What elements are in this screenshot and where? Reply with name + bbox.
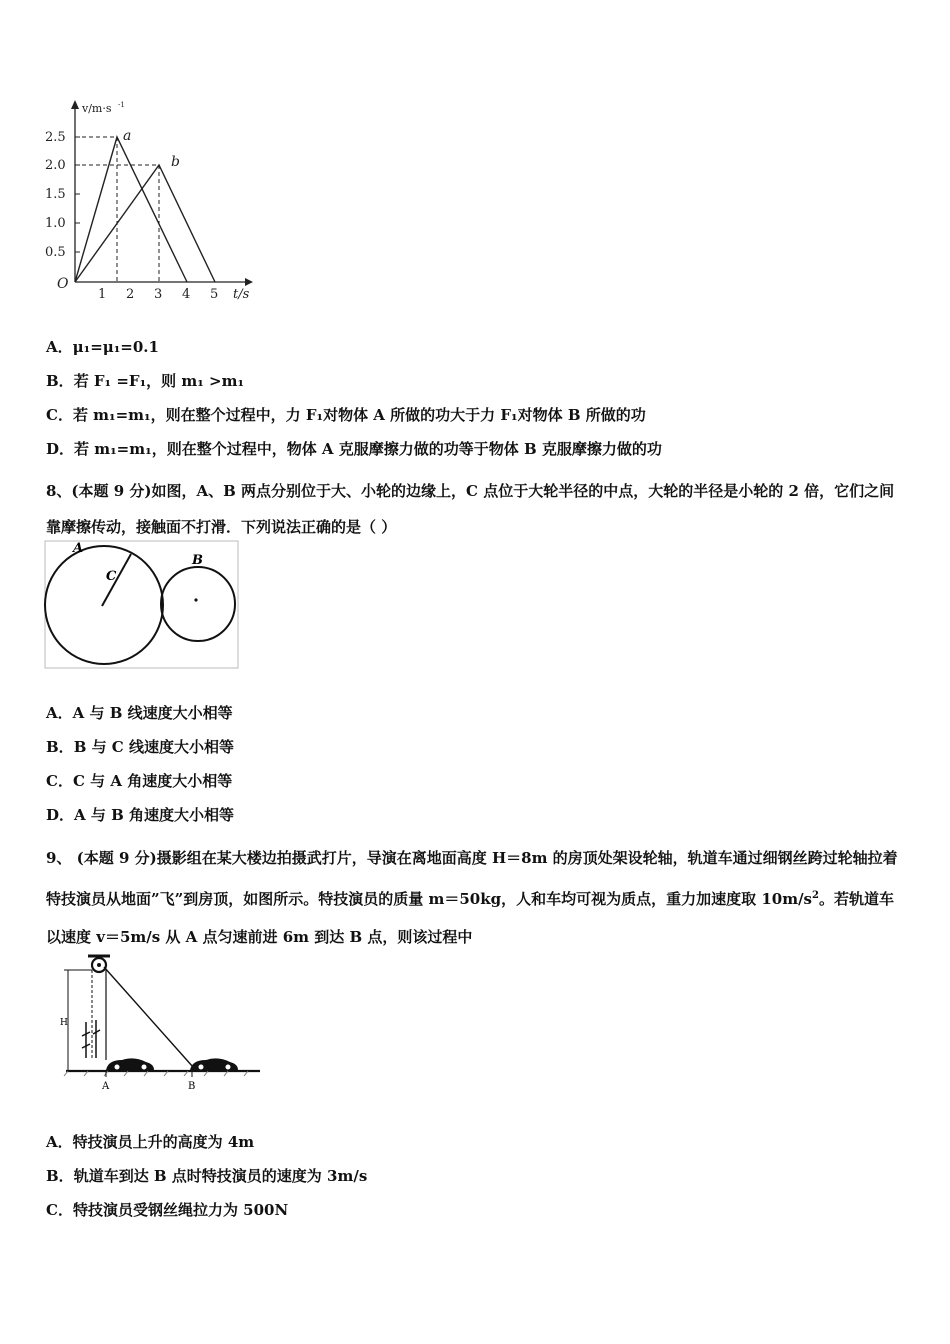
origin-label: O <box>57 276 69 292</box>
y-tick-label: 2.5 <box>45 130 66 145</box>
q9-option-a: A．特技演员上升的高度为 4m <box>46 1133 255 1151</box>
friction-wheels-figure <box>44 540 240 670</box>
x-tick-label: 1 <box>98 287 107 302</box>
q7-option-c: C．若 m₁=m₁，则在整个过程中，力 F₁对物体 A 所做的功大于力 F₁对物体 B 所做的功 <box>46 406 646 424</box>
q9-option-c: C．特技演员受钢丝绳拉力为 500N <box>46 1201 289 1219</box>
q8-option-b: B．B 与 C 线速度大小相等 <box>46 738 234 756</box>
q8-option-d: D．A 与 B 角速度大小相等 <box>46 806 234 824</box>
q8-option-c: C．C 与 A 角速度大小相等 <box>46 772 233 790</box>
q9-stem: 9、 (本题 9 分)摄影组在某大楼边拍摄武打片，导演在离地面高度 H＝8m 的房顶处架设轮轴，轨道车通过细钢丝跨过轮轴拉着特技演员从地面”飞”到房顶，如图所示。特技演员的质量 m＝50kg，人和车均可视为质点，重力加速度取 $10m/s^2$。若轨道车以速度 v＝5m/s 从 A 点匀速前进 6m 到达 B 点，则该过程中 <box>46 849 898 946</box>
x-axis-label: t/s <box>233 287 250 302</box>
point-a-label: A <box>102 1081 110 1092</box>
curve-a-label: a <box>123 128 132 144</box>
x-tick-label: 3 <box>154 287 163 302</box>
track-car-a <box>106 1058 154 1070</box>
x-tick-label: 2 <box>126 287 135 302</box>
point-b-label: B <box>188 1081 196 1092</box>
q7-option-d: D．若 m₁=m₁，则在整个过程中，物体 A 克服摩擦力做的功等于物体 B 克服摩擦力做的功 <box>46 440 662 458</box>
curve-b-label: b <box>171 154 180 170</box>
point-a-label: A <box>73 541 84 556</box>
x-tick-label: 4 <box>182 287 191 302</box>
y-tick-label: 1.0 <box>45 216 66 231</box>
x-axis-arrow <box>245 278 253 286</box>
stunt-pulley-figure <box>60 950 265 1095</box>
y-axis-arrow <box>71 100 79 109</box>
x-tick-label: 5 <box>210 287 219 302</box>
diagonal-wire <box>104 967 193 1067</box>
y-axis-label: v/m·s <box>82 102 112 115</box>
stunt-performer <box>82 1020 100 1058</box>
height-label: H <box>60 1018 68 1028</box>
q7-option-b: B．若 F₁ =F₁，则 m₁ >m₁ <box>46 372 245 390</box>
curve-b <box>75 165 215 282</box>
y-axis-label-exponent: -1 <box>118 101 125 109</box>
q9-option-b: B．轨道车到达 B 点时特技演员的速度为 3m/s <box>46 1167 368 1185</box>
y-tick-label: 2.0 <box>45 158 66 173</box>
q8-stem: 8、(本题 9 分)如图，A、B 两点分别位于大、小轮的边缘上，C 点位于大轮半径的中点，大轮的半径是小轮的 2 倍，它们之间靠摩擦传动，接触面不打滑．下列说法正确的是（ ） <box>46 482 895 536</box>
point-b-label: B <box>192 553 203 568</box>
q7-option-a: A．μ₁=μ₁=0.1 <box>46 338 159 356</box>
velocity-time-graph <box>40 95 260 305</box>
point-c-label: C <box>106 569 117 584</box>
q8-option-a: A．A 与 B 线速度大小相等 <box>46 704 233 722</box>
small-wheel-center <box>194 598 197 601</box>
y-tick-label: 0.5 <box>45 245 66 260</box>
y-tick-label: 1.5 <box>45 187 66 202</box>
pulley-axle <box>97 963 101 967</box>
track-car-b <box>190 1058 238 1070</box>
